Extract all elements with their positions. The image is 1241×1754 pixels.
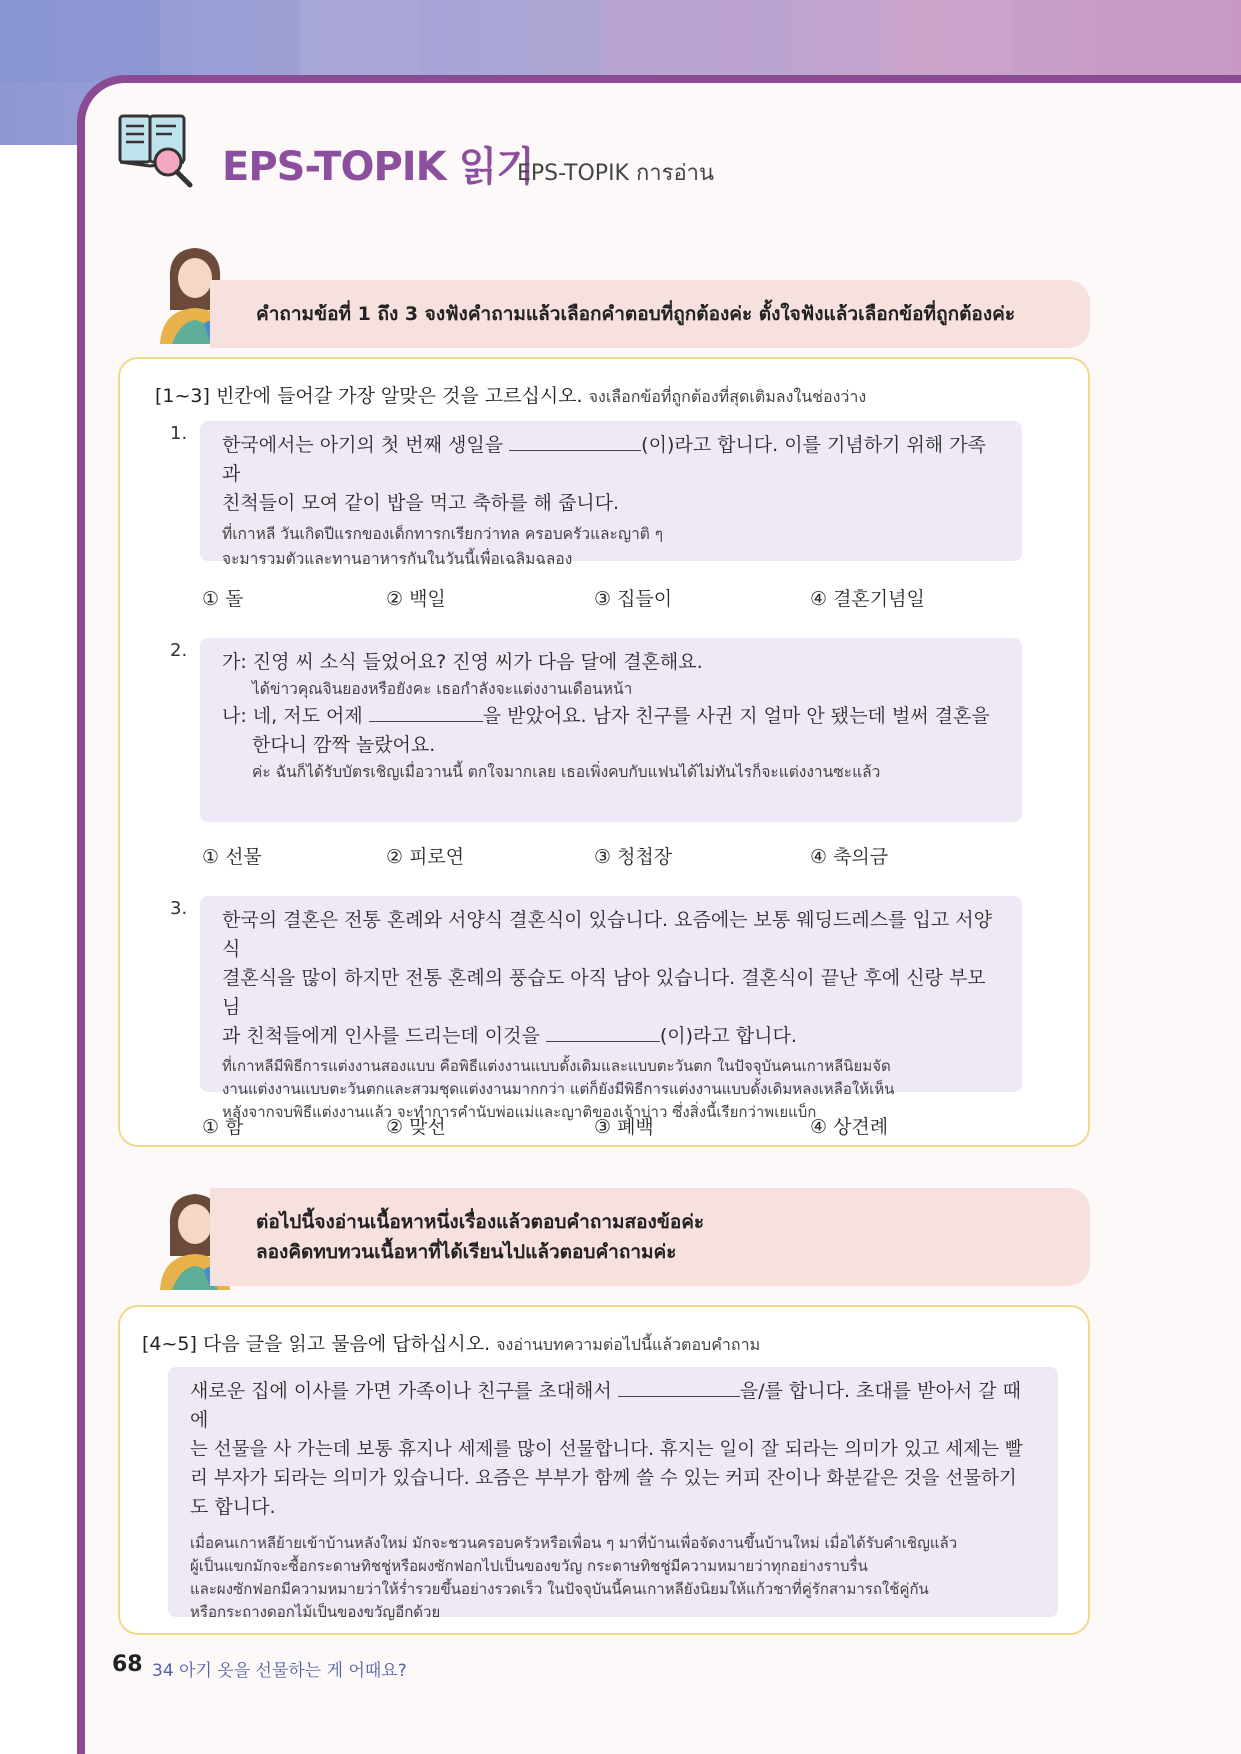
section-header bbox=[142, 1329, 760, 1358]
purple-frame-edge bbox=[77, 120, 85, 198]
page-number: 68 bbox=[112, 1652, 143, 1677]
passage-text: (이)라고 합니다. 이를 기념하기 위해 가족과 bbox=[222, 434, 986, 485]
answer-blank bbox=[546, 1025, 660, 1042]
passage-line: 한국의 결혼은 전통 혼례와 서양식 결혼식이 있습니다. 요즘에는 보통 웨딩드레스를 입고 서양식 bbox=[222, 909, 992, 960]
reading-passage bbox=[168, 1367, 1058, 1621]
instruction-banner bbox=[210, 1188, 1090, 1286]
question-number: 3. bbox=[170, 898, 188, 919]
option-3[interactable]: ③ 집들이 bbox=[594, 588, 673, 610]
band-tile bbox=[600, 0, 750, 82]
passage-line: 도 합니다. bbox=[190, 1496, 276, 1518]
translation-line: ผู้เป็นแขกมักจะซื้อกระดาษทิชชู่หรือผงซักฟอกไปเป็นของขวัญ กระดาษทิชชู่มีความหมายว่าทุกอย่างราบรื่น bbox=[190, 1557, 868, 1575]
band-tile bbox=[0, 0, 160, 82]
dialogue-line: 한다니 깜짝 놀랐어요. bbox=[252, 734, 436, 756]
instruction-line: ลองคิดทบทวนเนื้อหาที่ได้เรียนไปแล้วตอบคำถามค่ะ bbox=[256, 1241, 677, 1263]
book-magnifier-icon bbox=[116, 110, 196, 190]
question-box-1-3 bbox=[118, 357, 1090, 1147]
band-tile bbox=[880, 0, 1010, 82]
option-4[interactable]: ④ 결혼기념일 bbox=[810, 588, 925, 610]
option-1[interactable]: ① 돌 bbox=[202, 588, 244, 610]
translation-line: หลังจากจบพิธีแต่งงานแล้ว จะทำการคำนับพ่อแม่และญาติของเจ้าบ่าว ซึ่งสิ่งนี้เรียกว่าพเยแบ็ก bbox=[222, 1103, 817, 1121]
page-title: EPS-TOPIK 읽기 bbox=[222, 144, 534, 190]
band-tile bbox=[300, 0, 420, 82]
translation-line: หรือกระถางดอกไม้เป็นของขวัญอีกด้วย bbox=[190, 1603, 441, 1621]
translation-line: เมื่อคนเกาหลีย้ายเข้าบ้านหลังใหม่ มักจะชวนครอบครัวหรือเพื่อน ๆ มาที่บ้านเพื่อจัดงานขึ้นบ้านใหม่ เมื่อได้รับคำเชิญแล้ว bbox=[190, 1534, 958, 1552]
passage-line: 리 부자가 되라는 의미가 있습니다. 요즘은 부부가 함께 쓸 수 있는 커피 잔이나 화분같은 것을 선물하기 bbox=[190, 1468, 1017, 1489]
passage-text: 새로운 집에 이사를 가면 가족이나 친구를 초대해서 bbox=[190, 1380, 612, 1402]
passage-line: 결혼식을 많이 하지만 전통 혼례의 풍습도 아직 남아 있습니다. 결혼식이 끝난 후에 신랑 부모님 bbox=[222, 967, 986, 1018]
option-4[interactable]: ④ 상견례 bbox=[810, 1116, 889, 1138]
instruction-text bbox=[256, 1207, 704, 1267]
question-number: 2. bbox=[170, 640, 188, 661]
option-1[interactable]: ① 함 bbox=[202, 1116, 244, 1138]
translation-line: งานแต่งงานแบบตะวันตกและสวมชุดแต่งงานมากกว่า แต่ก็ยังมีพิธีการแต่งงานแบบดั้งเดิมหลงเหลือให้เห็น bbox=[222, 1080, 895, 1098]
translation-line: ที่เกาหลี วันเกิดปีแรกของเด็กทารกเรียกว่าทล ครอบครัวและญาติ ๆ bbox=[222, 525, 664, 543]
section-header-th: จงเลือกข้อที่ถูกต้องที่สุดเติมลงในช่องว่าง bbox=[588, 387, 867, 406]
page-subtitle: EPS-TOPIK การอ่าน bbox=[517, 161, 715, 186]
answer-blank bbox=[369, 705, 483, 722]
section-header-ko: [1~3] 빈칸에 들어갈 가장 알맞은 것을 고르십시오. bbox=[155, 385, 583, 407]
passage-text: 과 친척들에게 인사를 드리는데 이것을 bbox=[222, 1025, 540, 1047]
question-box-4-5 bbox=[118, 1305, 1090, 1635]
option-3[interactable]: ③ 청첩장 bbox=[594, 846, 673, 868]
passage-text: 한국에서는 아기의 첫 번째 생일을 bbox=[222, 434, 504, 456]
passage-line: 는 선물을 사 가는데 보통 휴지나 세제를 많이 선물합니다. 휴지는 일이 잘 되라는 의미가 있고 세제는 빨 bbox=[190, 1439, 1023, 1460]
translation-line: และผงซักฟอกมีความหมายว่าให้ร่ำรวยขึ้นอย่างรวดเร็ว ในปัจจุบันนี้คนเกาหลียังนิยมให้แก้วชาที่คู่รักสามารถใช้คู่กัน bbox=[190, 1580, 929, 1598]
section-header-ko: [4~5] 다음 글을 읽고 물음에 답하십시오. bbox=[142, 1333, 491, 1355]
lesson-title: 34 아기 옷을 선물하는 게 어때요? bbox=[152, 1661, 407, 1681]
answer-blank bbox=[509, 434, 641, 451]
translation-line: ที่เกาหลีมีพิธีการแต่งงานสองแบบ คือพิธีแต่งงานแบบดั้งเดิมและแบบตะวันตก ในปัจจุบันคนเกาหลีนิยมจัด bbox=[222, 1057, 891, 1075]
question-2-passage bbox=[200, 638, 1022, 822]
section-header bbox=[155, 381, 866, 410]
passage-line bbox=[222, 1022, 1000, 1051]
answer-blank bbox=[618, 1380, 740, 1397]
translation-line: จะมารวมตัวและทานอาหารกันในวันนี้เพื่อเฉลิมฉลอง bbox=[222, 550, 573, 568]
option-3[interactable]: ③ 폐백 bbox=[594, 1116, 654, 1138]
question-3-passage bbox=[200, 896, 1022, 1121]
dialogue-line: 가: 진영 씨 소식 들었어요? 진영 씨가 다음 달에 결혼해요. bbox=[222, 651, 703, 673]
dialogue-line bbox=[222, 702, 1000, 731]
question-number: 1. bbox=[170, 423, 188, 444]
translation-text bbox=[222, 522, 1000, 572]
passage-text: (이)라고 합니다. bbox=[659, 1025, 797, 1047]
translation-line: ค่ะ ฉันก็ได้รับบัตรเชิญเมื่อวานนี้ ตกใจมากเลย เธอเพิ่งคบกับแฟนได้ไม่ทันไรก็จะแต่งงานซะแล้ว bbox=[252, 763, 881, 781]
instruction-line: ต่อไปนี้จงอ่านเนื้อหาหนึ่งเรื่องแล้วตอบคำถามสองข้อค่ะ bbox=[256, 1211, 705, 1233]
dialogue-text: 나: 네, 저도 어제 bbox=[222, 705, 363, 727]
passage-text: 을/를 합니다. 초대를 받아서 갈 때에 bbox=[190, 1380, 1021, 1431]
dialogue-text: 을 받았어요. 남자 친구를 사귄 지 얼마 안 됐는데 벌써 결혼을 bbox=[482, 705, 990, 727]
option-2[interactable]: ② 맞선 bbox=[386, 1116, 446, 1138]
option-1[interactable]: ① 선물 bbox=[202, 846, 262, 868]
passage-line: 친척들이 모여 같이 밥을 먹고 축하를 해 줍니다. bbox=[222, 492, 620, 514]
option-2[interactable]: ② 백일 bbox=[386, 588, 446, 610]
passage-line bbox=[190, 1377, 1036, 1435]
translation-line: ได้ข่าวคุณจินยองหรือยังคะ เธอกำลังจะแต่งงานเดือนหน้า bbox=[252, 680, 633, 698]
instruction-banner bbox=[210, 280, 1090, 348]
passage-line bbox=[222, 431, 1000, 489]
instruction-text: คำถามข้อที่ 1 ถึง 3 จงฟังคำถามแล้วเลือกคำตอบที่ถูกต้องค่ะ ตั้งใจฟังแล้วเลือกข้อที่ถูกต้องค่ะ bbox=[256, 303, 1016, 325]
translation-text bbox=[190, 1532, 1036, 1624]
option-4[interactable]: ④ 축의금 bbox=[810, 846, 889, 868]
section-header-th: จงอ่านบทความต่อไปนี้แล้วตอบคำถาม bbox=[496, 1335, 761, 1354]
question-1-passage bbox=[200, 421, 1022, 568]
option-2[interactable]: ② 피로연 bbox=[386, 846, 465, 868]
